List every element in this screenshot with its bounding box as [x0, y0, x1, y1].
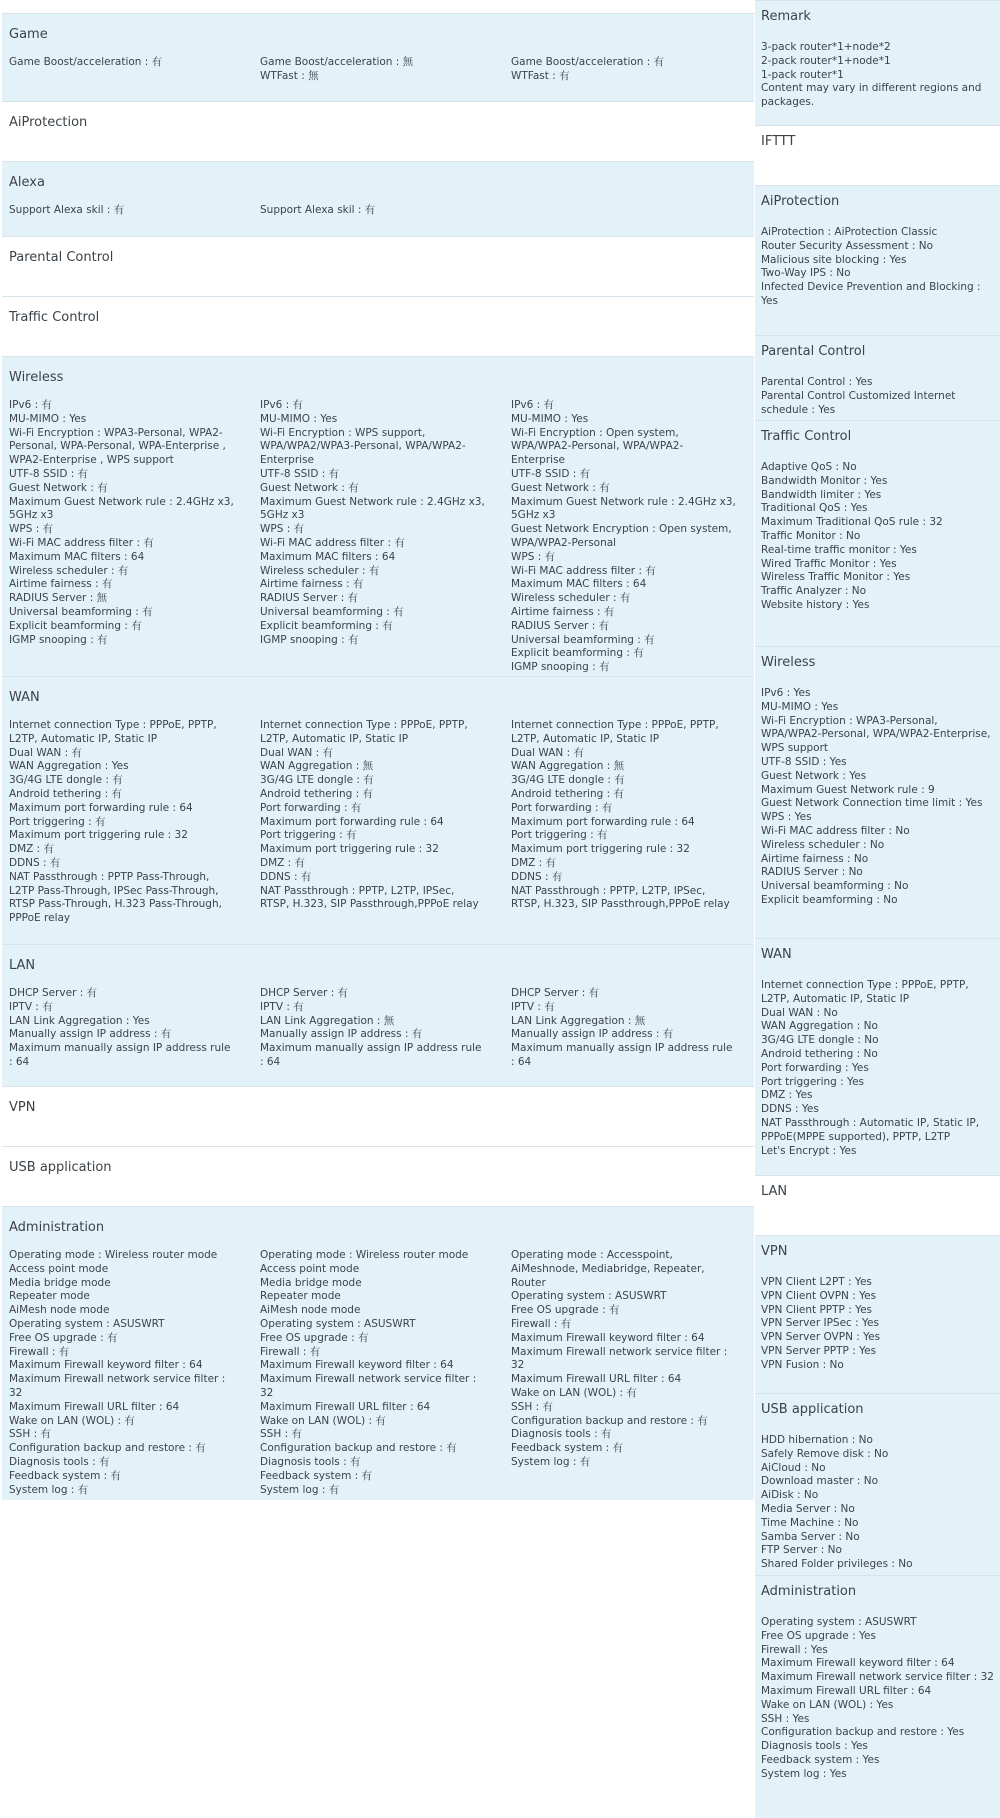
spec-line: VPN Server OVPN : Yes: [761, 1331, 881, 1344]
spec-line: DMZ : Yes: [761, 1089, 813, 1102]
spec-line: Internet connection Type : PPPoE, PPTP, L2TP, Automatic IP, Static IP: [9, 719, 217, 745]
spec-column-3: [511, 987, 736, 1070]
spec-line: Configuration backup and restore : 有: [260, 1442, 457, 1455]
spec-line: UTF-8 SSID : 有: [260, 467, 340, 480]
spec-line: WPS : 有: [511, 550, 556, 563]
spec-line: IPv6 : 有: [9, 399, 53, 411]
spec-line: MU-MIMO : Yes: [761, 700, 839, 713]
spec-line: NAT Passthrough : PPTP, L2TP, IPSec, RTSP, H.323, SIP Passthrough,PPPoE relay: [511, 884, 730, 911]
spec-line: DHCP Server : 有: [511, 987, 600, 999]
spec-column-1: [9, 1249, 234, 1497]
spec-line: MU-MIMO : Yes: [511, 412, 589, 425]
spec-line: Firewall : 有: [260, 1345, 321, 1358]
spec-line: DMZ : 有: [511, 856, 557, 869]
spec-line: IGMP snooping : 有: [260, 633, 359, 646]
spec-line: Wi-Fi MAC address filter : 有: [260, 536, 405, 549]
spec-line: Access point mode: [260, 1262, 360, 1275]
spec-line: Free OS upgrade : 有: [260, 1331, 369, 1344]
section-title: Remark: [761, 9, 811, 24]
spec-line: SSH : 有: [9, 1428, 51, 1441]
spec-line: 2-pack router*1+node*1: [761, 54, 891, 67]
spec-line: UTF-8 SSID : Yes: [761, 755, 847, 768]
spec-line: Game Boost/acceleration : 有: [511, 56, 665, 68]
spec-line: Configuration backup and restore : Yes: [761, 1726, 965, 1739]
spec-line: Feedback system : 有: [511, 1442, 624, 1455]
section-title: Wireless: [761, 655, 816, 670]
spec-line: Operating mode : Wireless router mode: [260, 1249, 469, 1261]
spec-line: Maximum Firewall network service filter : 32: [260, 1373, 477, 1399]
spec-line: Universal beamforming : 有: [511, 633, 655, 646]
spec-line: Configuration backup and restore : 有: [511, 1414, 708, 1427]
spec-line: LAN Link Aggregation : Yes: [9, 1014, 150, 1027]
right-section-traffic-control: [755, 420, 1000, 646]
right-section-vpn: [755, 1235, 1000, 1393]
spec-line: Dual WAN : 有: [9, 746, 82, 759]
section-usb-application: [2, 1146, 754, 1206]
spec-line: DDNS : 有: [260, 870, 312, 883]
spec-line: Guest Network : 有: [9, 481, 108, 494]
spec-column-1: [9, 56, 234, 70]
spec-line: WAN Aggregation : 無: [511, 760, 625, 773]
spec-line: Malicious site blocking : Yes: [761, 253, 907, 266]
spec-line: Support Alexa skil : 有: [9, 204, 125, 216]
spec-line: AiProtection : AiProtection Classic: [761, 226, 938, 238]
spec-line: Maximum Firewall URL filter : 64: [511, 1373, 682, 1386]
spec-line: Maximum Firewall network service filter : 32: [761, 1671, 994, 1684]
spec-line: Maximum MAC filters : 64: [9, 550, 145, 563]
spec-line: MU-MIMO : Yes: [260, 412, 338, 425]
spec-line: Website history : Yes: [761, 598, 870, 611]
section-title: Traffic Control: [761, 429, 852, 444]
section-title: IFTTT: [761, 134, 796, 149]
spec-line: Diagnosis tools : 有: [260, 1455, 361, 1468]
spec-line: Maximum Firewall URL filter : 64: [260, 1400, 431, 1413]
section-title: Administration: [761, 1584, 857, 1599]
section-title: WAN: [9, 690, 40, 705]
spec-column-1: [9, 399, 234, 647]
spec-line: Maximum port forwarding rule : 64: [511, 815, 695, 828]
spec-line: Wi-Fi Encryption : WPA3-Personal, WPA/WPA2-Personal, WPA/WPA2-Enterprise, WPS support: [761, 714, 991, 755]
spec-line: Wake on LAN (WOL) : 有: [9, 1414, 135, 1427]
spec-line: Maximum port forwarding rule : 64: [9, 801, 193, 814]
section-title: Administration: [9, 1220, 105, 1235]
spec-line: Operating mode : Wireless router mode: [9, 1249, 218, 1261]
spec-line: LAN Link Aggregation : 無: [260, 1014, 395, 1027]
spec-line: Download master : No: [761, 1475, 879, 1488]
section-title: Parental Control: [761, 344, 866, 359]
spec-line: Dual WAN : No: [761, 1006, 838, 1019]
right-section-lan: [755, 1175, 1000, 1235]
spec-column-2: [260, 987, 485, 1070]
spec-line: Feedback system : 有: [260, 1469, 373, 1482]
spec-line: SSH : 有: [511, 1400, 553, 1413]
spec-line: Universal beamforming : No: [761, 880, 909, 893]
spec-line: System log : Yes: [761, 1767, 847, 1780]
spec-column-2: [260, 1249, 485, 1497]
spec-line: WPS : 有: [9, 523, 54, 536]
spec-list: [761, 1616, 996, 1782]
section-title: VPN: [9, 1100, 36, 1115]
spec-line: Two-Way IPS : No: [761, 267, 851, 280]
spec-line: Manually assign IP address : 有: [9, 1028, 172, 1041]
spec-list: [761, 376, 996, 417]
spec-line: DHCP Server : 有: [9, 987, 98, 999]
right-section-remark: [755, 0, 1000, 125]
spec-line: UTF-8 SSID : 有: [9, 467, 89, 480]
spec-line: Operating system : ASUSWRT: [260, 1317, 416, 1330]
spec-line: Access point mode: [9, 1262, 109, 1275]
spec-line: Explicit beamforming : No: [761, 893, 898, 906]
spec-line: RADIUS Server : No: [761, 866, 863, 879]
spec-line: Maximum Firewall keyword filter : 64: [260, 1359, 454, 1372]
spec-line: System log : 有: [260, 1483, 340, 1496]
spec-line: Diagnosis tools : 有: [511, 1428, 612, 1441]
spec-line: IPTV : 有: [260, 1000, 304, 1013]
spec-line: Port triggering : 有: [511, 829, 608, 842]
spec-line: Dual WAN : 有: [260, 746, 333, 759]
spec-column-3: [511, 399, 736, 675]
spec-line: 3G/4G LTE dongle : 有: [9, 774, 123, 787]
spec-line: NAT Passthrough : PPTP, L2TP, IPSec, RTSP, H.323, SIP Passthrough,PPPoE relay: [260, 884, 479, 911]
spec-line: Operating system : ASUSWRT: [511, 1290, 667, 1303]
spec-line: Wake on LAN (WOL) : 有: [511, 1386, 637, 1399]
section-title: Parental Control: [9, 250, 114, 265]
spec-line: Maximum Firewall network service filter : 32: [9, 1373, 226, 1399]
spec-line: Android tethering : 有: [260, 787, 374, 800]
spec-line: AiMesh node mode: [9, 1304, 110, 1317]
spec-line: Traffic Analyzer : No: [761, 585, 867, 598]
spec-line: Maximum port triggering rule : 32: [260, 843, 439, 856]
spec-line: WAN Aggregation : Yes: [9, 760, 129, 773]
spec-line: VPN Client PPTP : Yes: [761, 1303, 873, 1316]
spec-line: Firewall : Yes: [761, 1643, 828, 1656]
spec-line: Maximum Firewall URL filter : 64: [761, 1684, 932, 1697]
spec-line: UTF-8 SSID : 有: [511, 467, 591, 480]
spec-line: Airtime fairness : 有: [260, 578, 364, 591]
spec-line: Universal beamforming : 有: [9, 605, 153, 618]
spec-line: DMZ : 有: [260, 856, 306, 869]
spec-line: Port triggering : 有: [260, 829, 357, 842]
spec-line: Port triggering : Yes: [761, 1075, 865, 1088]
spec-line: Firewall : 有: [9, 1345, 70, 1358]
spec-line: Maximum Firewall keyword filter : 64: [761, 1657, 955, 1670]
section-administration: [2, 1206, 754, 1500]
spec-line: Wireless scheduler : No: [761, 838, 885, 851]
spec-line: DDNS : 有: [9, 856, 61, 869]
spec-column-3: [511, 56, 736, 84]
spec-line: 3G/4G LTE dongle : No: [761, 1034, 879, 1047]
spec-line: WAN Aggregation : No: [761, 1020, 878, 1033]
spec-line: VPN Client L2PT : Yes: [761, 1276, 872, 1288]
spec-line: VPN Server PPTP : Yes: [761, 1344, 877, 1357]
spec-line: Media Server : No: [761, 1502, 855, 1515]
section-wan: [2, 676, 754, 944]
spec-line: Diagnosis tools : 有: [9, 1455, 110, 1468]
spec-line: Feedback system : Yes: [761, 1753, 880, 1766]
spec-column-3: [511, 719, 736, 912]
spec-line: Guest Network : 有: [511, 481, 610, 494]
spec-line: Wi-Fi MAC address filter : 有: [9, 536, 154, 549]
spec-line: Free OS upgrade : 有: [9, 1331, 118, 1344]
spec-column-2: [260, 56, 485, 84]
spec-column-3: [511, 1249, 736, 1470]
spec-line: IPTV : 有: [511, 1000, 555, 1013]
section-title: Wireless: [9, 370, 64, 385]
spec-line: Maximum port forwarding rule : 64: [260, 815, 444, 828]
spec-line: Operating system : ASUSWRT: [9, 1317, 165, 1330]
spec-line: Maximum Firewall URL filter : 64: [9, 1400, 180, 1413]
spec-column-2: [260, 719, 485, 912]
spec-line: Traditional QoS : Yes: [761, 502, 868, 515]
spec-line: Maximum Guest Network rule : 2.4GHz x3, 5GHz x3: [511, 495, 736, 522]
spec-line: NAT Passthrough : Automatic IP, Static IP, PPPoE(MPPE supported), PPTP, L2TP: [761, 1116, 980, 1143]
spec-line: AiCloud : No: [761, 1461, 826, 1474]
spec-line: Manually assign IP address : 有: [260, 1028, 423, 1041]
right-section-wan: [755, 938, 1000, 1175]
spec-line: Port triggering : 有: [9, 815, 106, 828]
spec-line: Explicit beamforming : 有: [260, 619, 393, 632]
spec-line: Real-time traffic monitor : Yes: [761, 543, 917, 556]
spec-line: Bandwidth limiter : Yes: [761, 488, 882, 501]
spec-line: Adaptive QoS : No: [761, 461, 857, 473]
section-vpn: [2, 1086, 754, 1146]
spec-line: WPS : 有: [260, 523, 305, 536]
spec-column-1: [9, 987, 234, 1070]
spec-line: Guest Network : Yes: [761, 769, 867, 782]
spec-line: Wireless Traffic Monitor : Yes: [761, 571, 911, 584]
spec-line: RADIUS Server : 無: [9, 592, 108, 605]
spec-line: Samba Server : No: [761, 1530, 860, 1543]
spec-line: Explicit beamforming : 有: [511, 647, 644, 660]
spec-line: RADIUS Server : 有: [511, 619, 610, 632]
spec-line: DMZ : 有: [9, 843, 55, 856]
spec-list: [761, 41, 996, 110]
spec-line: Airtime fairness : 有: [511, 605, 615, 618]
section-title: AiProtection: [9, 115, 88, 130]
spec-line: Firewall : 有: [511, 1317, 572, 1330]
spec-column-1: [9, 719, 234, 926]
spec-list: [761, 1434, 996, 1572]
spec-line: Configuration backup and restore : 有: [9, 1442, 206, 1455]
spec-line: Manually assign IP address : 有: [511, 1028, 674, 1041]
spec-line: Internet connection Type : PPPoE, PPTP, L2TP, Automatic IP, Static IP: [761, 979, 969, 1005]
spec-line: Wake on LAN (WOL) : Yes: [761, 1698, 894, 1711]
spec-line: Media bridge mode: [9, 1276, 111, 1289]
spec-line: FTP Server : No: [761, 1544, 842, 1557]
spec-line: Wi-Fi Encryption : Open system, WPA/WPA2-Personal, WPA/WPA2-Enterprise: [511, 426, 684, 467]
spec-line: Maximum manually assign IP address rule : 64: [9, 1042, 231, 1068]
spec-line: Airtime fairness : No: [761, 852, 869, 865]
section-aiprotection: [2, 101, 754, 161]
spec-line: Wake on LAN (WOL) : 有: [260, 1414, 386, 1427]
spec-line: Port forwarding : 有: [511, 801, 613, 814]
spec-line: WAN Aggregation : 無: [260, 760, 374, 773]
spec-column-1: [9, 204, 234, 218]
spec-line: SSH : 有: [260, 1428, 302, 1441]
spec-line: WTFast : 無: [260, 69, 319, 82]
spec-line: System log : 有: [511, 1455, 591, 1468]
spec-line: Infected Device Prevention and Blocking : Yes: [761, 281, 981, 307]
spec-line: DDNS : Yes: [761, 1103, 819, 1116]
spec-line: Maximum Guest Network rule : 9: [761, 783, 935, 796]
spec-line: DDNS : 有: [511, 870, 563, 883]
spec-column-2: [260, 204, 485, 218]
spec-line: Repeater mode: [9, 1290, 90, 1303]
section-title: AiProtection: [761, 194, 840, 209]
spec-line: VPN Server IPSec : Yes: [761, 1317, 879, 1330]
spec-line: Android tethering : 有: [511, 787, 625, 800]
section-title: WAN: [761, 947, 792, 962]
spec-line: Diagnosis tools : Yes: [761, 1740, 868, 1753]
spec-line: 3G/4G LTE dongle : 有: [260, 774, 374, 787]
spec-line: Repeater mode: [260, 1290, 341, 1303]
spec-line: Safely Remove disk : No: [761, 1447, 889, 1460]
spec-line: Explicit beamforming : 有: [9, 619, 142, 632]
spec-line: NAT Passthrough : PPTP Pass-Through, L2TP Pass-Through, IPSec Pass-Through, RTSP Pass-Through, H.323 Pass-Through, PPPoE relay: [9, 870, 222, 925]
spec-list: [761, 979, 996, 1158]
spec-line: Free OS upgrade : Yes: [761, 1629, 876, 1642]
spec-line: Maximum MAC filters : 64: [260, 550, 396, 563]
spec-line: Internet connection Type : PPPoE, PPTP, L2TP, Automatic IP, Static IP: [511, 719, 719, 745]
spec-line: Guest Network Encryption : Open system, WPA/WPA2-Personal: [511, 523, 732, 549]
section-alexa: [2, 161, 754, 236]
section-parental-control: [2, 236, 754, 296]
spec-line: IGMP snooping : 有: [511, 661, 610, 674]
section-lan: [2, 944, 754, 1086]
spec-line: Airtime fairness : 有: [9, 578, 113, 591]
spec-line: Feedback system : 有: [9, 1469, 122, 1482]
spec-line: Wi-Fi MAC address filter : 有: [511, 564, 656, 577]
spec-line: Maximum Firewall keyword filter : 64: [511, 1331, 705, 1344]
spec-line: AiDisk : No: [761, 1489, 819, 1502]
spec-line: Maximum Firewall keyword filter : 64: [9, 1359, 203, 1372]
spec-line: 3-pack router*1+node*2: [761, 41, 891, 53]
spec-line: Maximum Guest Network rule : 2.4GHz x3, 5GHz x3: [9, 495, 234, 522]
section-wireless: [2, 356, 754, 676]
section-title: LAN: [761, 1184, 788, 1199]
spec-line: AiMesh node mode: [260, 1304, 361, 1317]
section-title: Alexa: [9, 175, 45, 190]
spec-line: Maximum port triggering rule : 32: [9, 829, 188, 842]
spec-line: WPS : Yes: [761, 811, 812, 824]
spec-line: HDD hibernation : No: [761, 1434, 873, 1446]
spec-line: Support Alexa skil : 有: [260, 204, 376, 216]
spec-line: Parental Control : Yes: [761, 376, 873, 388]
spec-line: IPv6 : 有: [260, 399, 304, 411]
spec-line: VPN Client OVPN : Yes: [761, 1289, 877, 1302]
spec-line: Universal beamforming : 有: [260, 605, 404, 618]
right-section-usb-application: [755, 1393, 1000, 1575]
spec-column-2: [260, 399, 485, 647]
spec-line: Maximum Traditional QoS rule : 32: [761, 516, 943, 529]
right-section-aiprotection: [755, 185, 1000, 335]
spec-line: IGMP snooping : 有: [9, 633, 108, 646]
spec-line: Android tethering : 有: [9, 787, 123, 800]
spec-line: Router Security Assessment : No: [761, 239, 934, 252]
spec-line: 3G/4G LTE dongle : 有: [511, 774, 625, 787]
spec-line: Time Machine : No: [761, 1516, 859, 1529]
spec-line: System log : 有: [9, 1483, 89, 1496]
spec-line: Wireless scheduler : 有: [260, 564, 380, 577]
spec-line: RADIUS Server : 有: [260, 592, 359, 605]
spec-line: Let's Encrypt : Yes: [761, 1144, 857, 1157]
section-title: LAN: [9, 958, 36, 973]
spec-line: Dual WAN : 有: [511, 746, 584, 759]
spec-line: Operating system : ASUSWRT: [761, 1616, 917, 1628]
spec-line: Wireless scheduler : 有: [511, 592, 631, 605]
section-title: Game: [9, 27, 48, 42]
spec-line: Guest Network : 有: [260, 481, 359, 494]
spec-line: LAN Link Aggregation : 無: [511, 1014, 646, 1027]
right-section-parental-control: [755, 335, 1000, 420]
spec-line: Shared Folder privileges : No: [761, 1558, 913, 1571]
spec-line: Wired Traffic Monitor : Yes: [761, 557, 897, 570]
section-title: VPN: [761, 1244, 788, 1259]
spec-line: Guest Network Connection time limit : Yes: [761, 797, 983, 810]
spec-line: Game Boost/acceleration : 有: [9, 56, 163, 68]
section-traffic-control: [2, 296, 754, 356]
spec-line: Parental Control Customized Internet schedule : Yes: [761, 389, 956, 416]
spec-line: Media bridge mode: [260, 1276, 362, 1289]
spec-line: Wireless scheduler : 有: [9, 564, 129, 577]
spec-line: Wi-Fi MAC address filter : No: [761, 824, 910, 837]
spec-line: Android tethering : No: [761, 1047, 878, 1060]
spec-line: Maximum MAC filters : 64: [511, 578, 647, 591]
spec-line: 1-pack router*1: [761, 68, 844, 81]
spec-line: Maximum manually assign IP address rule : 64: [260, 1042, 482, 1068]
spec-line: MU-MIMO : Yes: [9, 412, 87, 425]
spec-line: Internet connection Type : PPPoE, PPTP, L2TP, Automatic IP, Static IP: [260, 719, 468, 745]
spec-line: Game Boost/acceleration : 無: [260, 56, 414, 68]
right-section-wireless: [755, 646, 1000, 938]
spec-line: Bandwidth Monitor : Yes: [761, 474, 888, 487]
spec-line: IPv6 : Yes: [761, 687, 811, 699]
spec-line: Content may vary in different regions and packages.: [761, 82, 982, 109]
section-title: USB application: [761, 1402, 864, 1417]
spec-list: [761, 687, 996, 908]
spec-list: [761, 1276, 996, 1373]
spec-line: Maximum port triggering rule : 32: [511, 843, 690, 856]
spec-line: VPN Fusion : No: [761, 1358, 844, 1371]
spec-line: Port forwarding : Yes: [761, 1061, 869, 1074]
spec-line: IPTV : 有: [9, 1000, 53, 1013]
spec-line: Wi-Fi Encryption : WPS support, WPA/WPA2/WPA3-Personal, WPA/WPA2-Enterprise: [260, 426, 466, 467]
section-game: [2, 13, 754, 101]
spec-line: Operating mode : Accesspoint, AiMeshnode, Mediabridge, Repeater, Router: [511, 1249, 705, 1289]
spec-line: Traffic Monitor : No: [761, 529, 861, 542]
spec-list: [761, 461, 996, 613]
section-title: Traffic Control: [9, 310, 100, 325]
spec-line: IPv6 : 有: [511, 399, 555, 411]
spec-line: WTFast : 有: [511, 69, 570, 82]
right-section-administration: [755, 1575, 1000, 1818]
spec-line: Maximum Guest Network rule : 2.4GHz x3, 5GHz x3: [260, 495, 485, 522]
spec-line: Wi-Fi Encryption : WPA3-Personal, WPA2-Personal, WPA-Personal, WPA-Enterprise , WPA2-Enterprise , WPS support: [9, 426, 226, 467]
right-section-ifttt: [755, 125, 1000, 185]
spec-line: Maximum manually assign IP address rule : 64: [511, 1042, 733, 1068]
spec-line: Free OS upgrade : 有: [511, 1304, 620, 1317]
spec-line: SSH : Yes: [761, 1712, 810, 1725]
spec-line: Port forwarding : 有: [260, 801, 362, 814]
spec-line: Maximum Firewall network service filter : 32: [511, 1345, 728, 1372]
spec-list: [761, 226, 996, 309]
spec-line: DHCP Server : 有: [260, 987, 349, 999]
section-title: USB application: [9, 1160, 112, 1175]
